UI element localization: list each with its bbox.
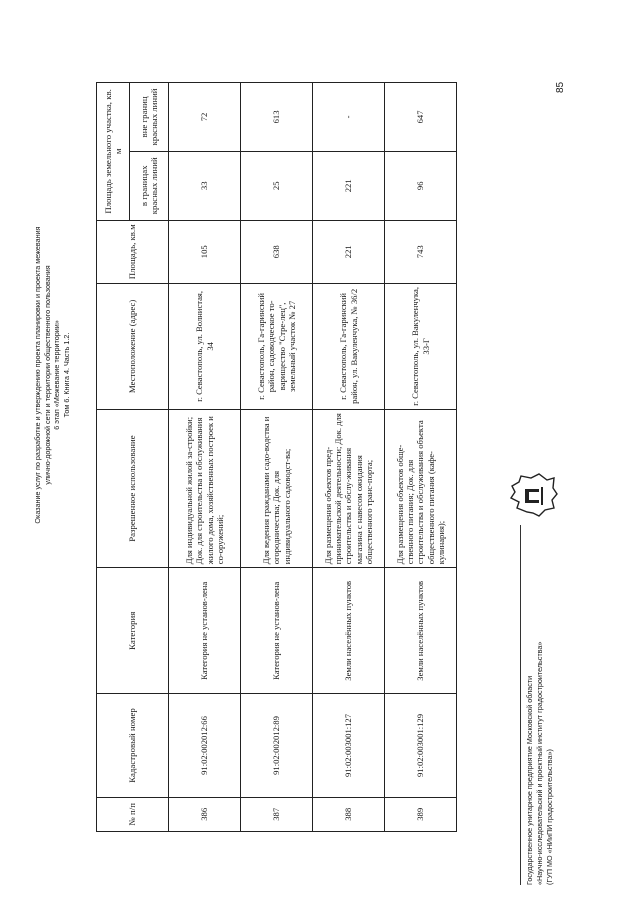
cell-location: г. Севастополь, ул. Вакуленчука, 33-Г <box>385 283 457 409</box>
cell-category: Земли населённых пунктов <box>385 568 457 694</box>
document-footer <box>525 642 555 885</box>
cell-outside: 613 <box>241 83 313 152</box>
header-plot-area: Площадь земельного участка, кв. м <box>97 83 130 221</box>
land-plot-table <box>96 82 457 832</box>
header-inside: в границах красных линий <box>130 151 169 220</box>
cell-category: Категория не установ-лена <box>241 568 313 694</box>
footer-line-1: Государственное унитарное предприятие Московской области <box>525 675 534 885</box>
header-outside: вне границ красных линий <box>130 83 169 152</box>
cell-outside: 647 <box>385 83 457 152</box>
cell-area: 638 <box>241 220 313 283</box>
cell-location: г. Севастополь, Га-гаринский район, садоводческое то-варищество "Стре-лец", земельный участок № 27 <box>241 283 313 409</box>
cell-use: Для размещения объектов обще-ственного питания; Док. для строительства и обслуживания объекта общественного питания (кафе-кулинария); <box>385 409 457 567</box>
cell-inside: 96 <box>385 151 457 220</box>
cell-cadastral: 91:02:003001:127 <box>313 694 385 797</box>
footer-line-2: «Научно-исследовательский и проектный институт градостроительства» <box>535 641 544 885</box>
cell-category: Земли населённых пунктов <box>313 568 385 694</box>
cell-num: 386 <box>169 797 241 831</box>
cell-area: 105 <box>169 220 241 283</box>
table-row <box>169 83 241 832</box>
cell-inside: 25 <box>241 151 313 220</box>
header-location: Местоположение (адрес) <box>97 283 169 409</box>
document-header <box>33 115 71 635</box>
header-use: Разрешенное использование <box>97 409 169 567</box>
header-category: Категория <box>97 568 169 694</box>
cell-category: Категория не установ-лена <box>169 568 241 694</box>
header-line-2: улично-дорожной сети и территории общественного пользования <box>42 265 52 485</box>
cell-location: г. Севастополь, ул. Волнистая, 34 <box>169 283 241 409</box>
page-number: 85 <box>555 81 566 93</box>
header-cadastral: Кадастровый номер <box>97 694 169 797</box>
header-num: № п/п <box>97 797 169 831</box>
footer-line-3: (ГУП МО «НИиПИ градостроительства») <box>545 749 554 885</box>
cell-use: Для размещения объектов пред-принимательской деятельности; Док. для строительства и обслу-живания магазина с навесом ожидания общественного транс-порта; <box>313 409 385 567</box>
header-area: Площадь, кв.м <box>97 220 169 283</box>
cell-outside: 72 <box>169 83 241 152</box>
cell-num: 389 <box>385 797 457 831</box>
cell-inside: 33 <box>169 151 241 220</box>
header-line-3: 6 этап «Межевание территории» <box>52 320 61 430</box>
cell-cadastral: 91:02:002012:66 <box>169 694 241 797</box>
cell-outside: - <box>313 83 385 152</box>
header-line-1: Оказание услуг по разработке и утверждению проекта планировки и проекта межевания <box>33 226 42 524</box>
table-row <box>385 83 457 832</box>
cell-num: 388 <box>313 797 385 831</box>
cell-area: 743 <box>385 220 457 283</box>
footer-divider <box>520 525 521 885</box>
cell-use: Для индивидуальной жилой за-стройки; Док. для строительства и обслуживания жилого дома, хозяйственных построек и со-оружений; <box>169 409 241 567</box>
cell-cadastral: 91:02:002012:89 <box>241 694 313 797</box>
moscow-region-logo-icon <box>507 472 559 520</box>
cell-area: 221 <box>313 220 385 283</box>
table-row <box>313 83 385 832</box>
cell-inside: 221 <box>313 151 385 220</box>
cell-cadastral: 91:02:003001:129 <box>385 694 457 797</box>
header-line-4: Том 6. Книга 4. Часть 1.2. <box>61 332 71 418</box>
table-row <box>241 83 313 832</box>
cell-use: Для ведения гражданами садо-водства и огородничества; Док. для индивидуального садоводст-ва; <box>241 409 313 567</box>
cell-num: 387 <box>241 797 313 831</box>
cell-location: г. Севастополь, Га-гаринский район, ул. Вакуленчука, № 36/2 <box>313 283 385 409</box>
